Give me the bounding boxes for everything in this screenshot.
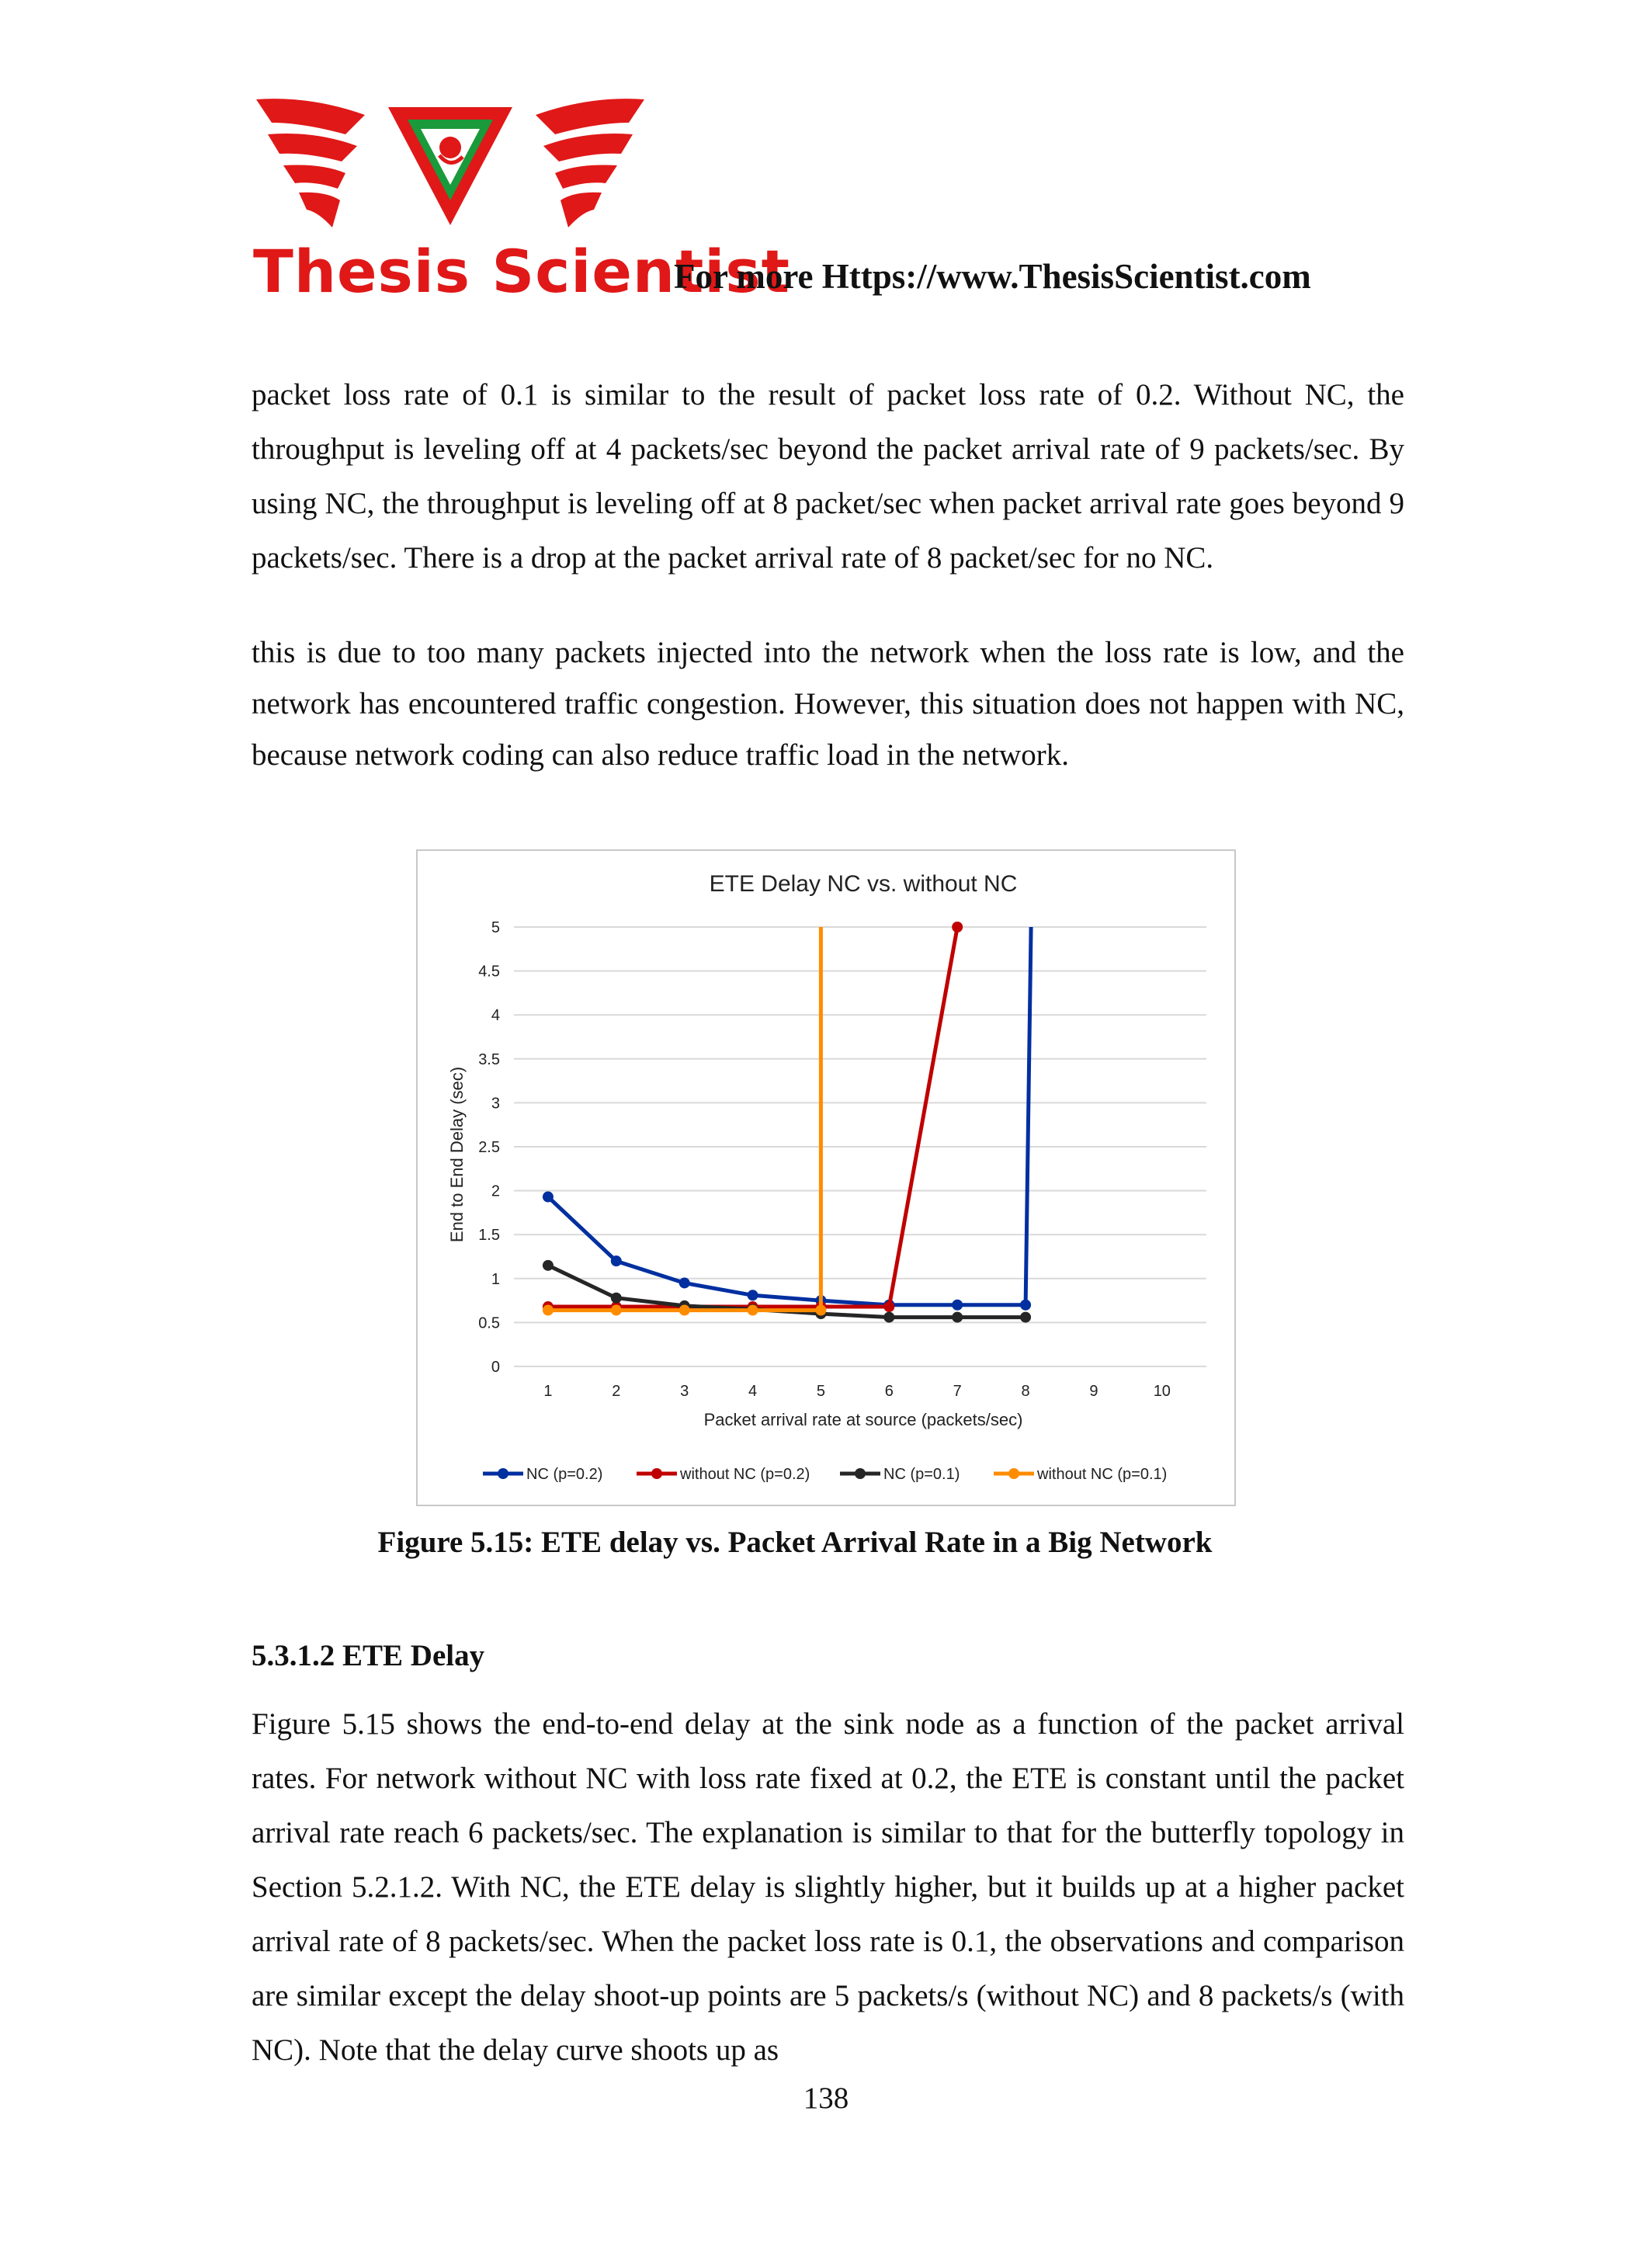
legend-marker [1008, 1468, 1019, 1479]
data-point [952, 1300, 963, 1311]
y-tick-label: 0 [491, 1359, 500, 1376]
x-tick-label: 7 [953, 1383, 962, 1400]
ete-delay-chart [416, 849, 1236, 1506]
paragraph-throughput-continued: packet loss rate of 0.1 is similar to the result of packet loss rate of 0.2. Without NC, the throughput is leveling off at 4 packets/sec beyond the packet arrival rate of 9 packets/sec. By using NC, the throughput is leveling off at 8 packet/sec when packet arrival rate goes beyond 9 packets/sec. There is a drop at the packet arrival rate of 8 packet/sec for no NC. [252, 378, 1404, 575]
chart-canvas [418, 851, 1234, 1505]
x-tick-label: 4 [748, 1383, 758, 1400]
legend-marker [855, 1468, 866, 1479]
y-tick-label: 1 [491, 1270, 500, 1288]
y-tick-label: 4 [491, 1007, 500, 1025]
x-axis-label: Packet arrival rate at source (packets/sec) [703, 1410, 1023, 1429]
x-tick-label: 6 [884, 1383, 894, 1400]
legend-marker [651, 1468, 662, 1479]
data-point [952, 1312, 963, 1323]
data-point [1020, 1300, 1031, 1311]
left-wing-icon [256, 99, 365, 227]
x-tick-label: 8 [1021, 1383, 1030, 1400]
data-point [611, 1255, 622, 1266]
x-tick-label: 3 [680, 1383, 689, 1400]
y-tick-label: 1.5 [478, 1227, 500, 1245]
data-point [543, 1305, 554, 1316]
data-point [748, 1290, 758, 1300]
thesis-scientist-logo [248, 92, 790, 309]
x-tick-label: 5 [816, 1383, 826, 1400]
legend-marker [498, 1468, 508, 1479]
data-point [543, 1192, 554, 1203]
y-tick-label: 2 [491, 1182, 500, 1200]
data-point [543, 1260, 554, 1271]
data-point [883, 1312, 894, 1323]
paragraph-congestion: this is due to too many packets injected into the network when the loss rate is low, and the network has encountered traffic congestion. However, this situation does not happen with NC, because network coding can also reduce traffic load in the network. [252, 636, 1404, 772]
y-tick-label: 0.5 [478, 1314, 500, 1332]
x-tick-label: 10 [1153, 1383, 1171, 1400]
series-line-1 [548, 927, 1031, 1305]
y-tick-label: 5 [491, 919, 500, 936]
data-point [611, 1293, 622, 1304]
series-line-2 [548, 927, 957, 1307]
x-tick-label: 1 [543, 1383, 553, 1400]
legend-label: NC (p=0.1) [883, 1466, 960, 1483]
y-tick-label: 3.5 [478, 1050, 500, 1068]
right-wing-icon [536, 99, 644, 227]
legend-label: NC (p=0.2) [526, 1466, 603, 1483]
legend-label: without NC (p=0.2) [680, 1466, 810, 1483]
data-point [952, 922, 963, 932]
paragraph-ete-delay: Figure 5.15 shows the end-to-end delay at the sink node as a function of the packet arrival rates. For network without NC with loss rate fixed at 0.2, the ETE is constant until the packet arrival rate reach 6 packets/sec. The explanation is similar to that for the butterfly topology in Section 5.2.1.2. With NC, the ETE delay is slightly higher, but it builds up at a higher packet arrival rate of 8 packets/sec. When the packet loss rate is 0.1, the observations and comparison are similar except the delay shoot-up points are 5 packets/s (without NC) and 8 packets/s (with NC). Note that the delay curve shoots up as [252, 1707, 1404, 2067]
y-tick-label: 4.5 [478, 963, 500, 981]
x-tick-label: 9 [1089, 1383, 1098, 1400]
section-heading: 5.3.1.2 ETE Delay [252, 1639, 485, 1672]
figure-caption: Figure 5.15: ETE delay vs. Packet Arrival Rate in a Big Network [377, 1526, 1213, 1559]
data-point [1020, 1312, 1031, 1323]
x-tick-label: 2 [612, 1383, 621, 1400]
data-point [679, 1277, 690, 1288]
data-point [815, 1305, 826, 1316]
data-point [748, 1305, 758, 1316]
page-number: 138 [803, 2082, 849, 2115]
data-point [611, 1305, 622, 1316]
y-tick-label: 2.5 [478, 1139, 500, 1156]
data-point [883, 1301, 894, 1312]
logo-wordmark: Thesis Scientist [253, 237, 790, 306]
y-axis-label: End to End Delay (sec) [447, 1066, 467, 1243]
data-point [679, 1305, 690, 1316]
y-tick-label: 3 [491, 1095, 500, 1113]
series-line-4 [548, 927, 821, 1311]
chart-title: ETE Delay NC vs. without NC [709, 871, 1018, 897]
legend-label: without NC (p=0.1) [1037, 1466, 1168, 1483]
header-website-link[interactable]: For more Https://www.ThesisScientist.com [674, 257, 1311, 296]
